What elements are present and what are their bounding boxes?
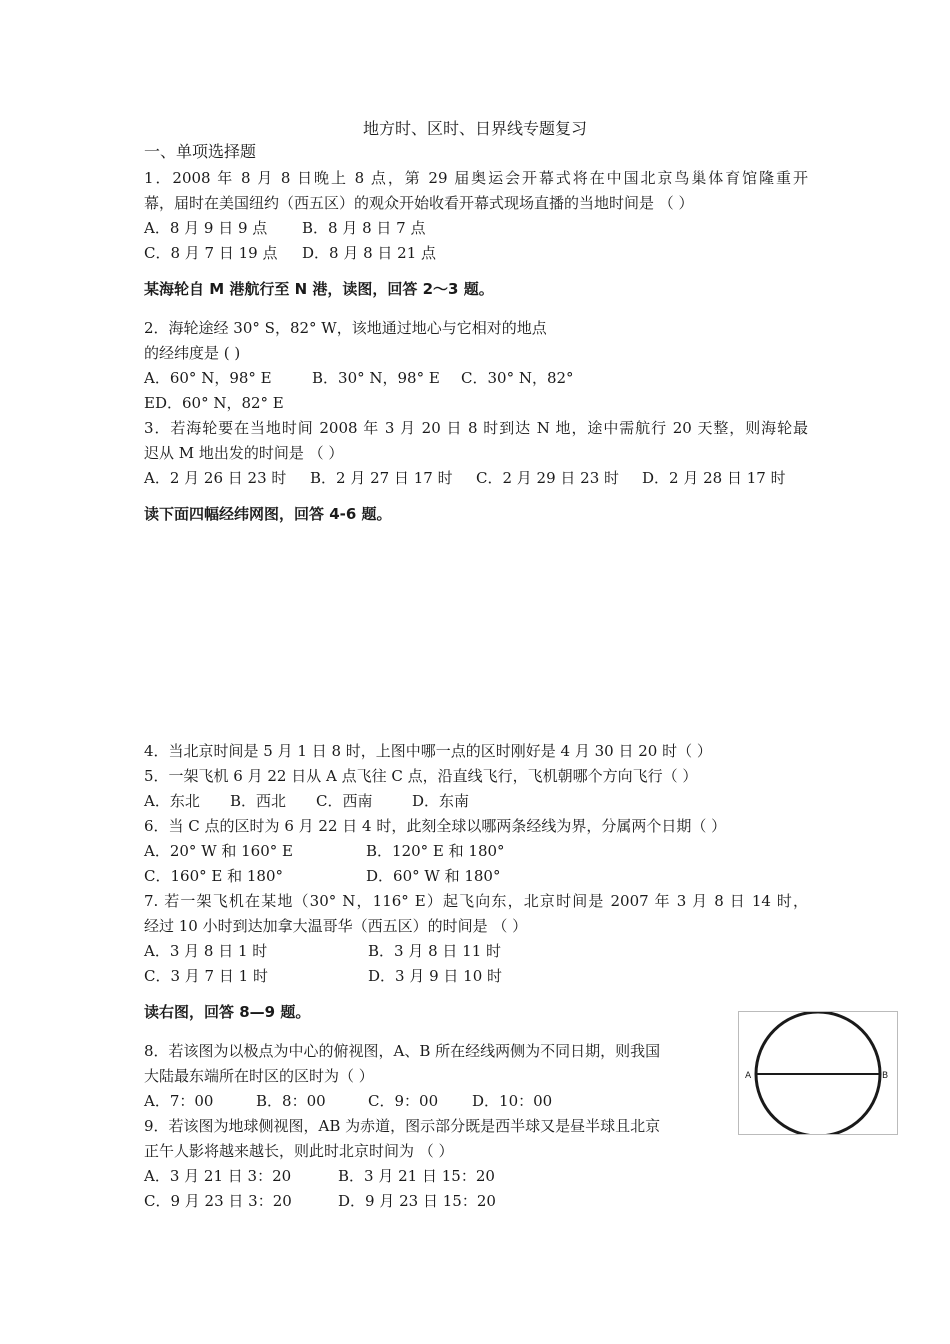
q9-option-a: A．3 月 21 日 3：20 bbox=[144, 1167, 292, 1185]
q2-option-c: C．30° N，82° bbox=[461, 369, 574, 387]
q8-option-c: C．9：00 bbox=[368, 1092, 439, 1110]
section-heading: 一、单项选择题 bbox=[144, 142, 257, 161]
q1-option-d: D．8 月 8 日 21 点 bbox=[302, 244, 437, 262]
q7-option-a: A．3 月 8 日 1 时 bbox=[144, 942, 268, 960]
q6-text: 6．当 C 点的区时为 6 月 22 日 4 时，此刻全球以哪两条经线为界，分属两个日期（ ） bbox=[144, 817, 727, 835]
q1-option-c: C．8 月 7 日 19 点 bbox=[144, 244, 278, 262]
q8-option-a: A．7：00 bbox=[144, 1092, 214, 1110]
q8-text-line1: 8．若该图为以极点为中心的俯视图，A、B 所在经线两侧为不同日期，则我国 bbox=[144, 1042, 661, 1060]
q6-option-a: A．20° W 和 160° E bbox=[144, 842, 293, 860]
q7-option-d: D．3 月 9 日 10 时 bbox=[368, 967, 503, 985]
q9-option-d: D．9 月 23 日 15：20 bbox=[338, 1192, 496, 1210]
q1-option-b: B．8 月 8 日 7 点 bbox=[302, 219, 426, 237]
q7-text-line1: 7. 若一架飞机在某地（30° N，116° E）起飞向东，北京时间是 2007 年 3 月 8 日 14 时， bbox=[144, 892, 808, 910]
intro-q8-q9: 读右图，回答 8—9 题。 bbox=[144, 1003, 311, 1021]
circle-diagram bbox=[739, 1012, 897, 1134]
q7-option-b: B．3 月 8 日 11 时 bbox=[368, 942, 502, 960]
q9-text-line1: 9．若该图为地球侧视图，AB 为赤道，图示部分既是西半球又是昼半球且北京 bbox=[144, 1117, 661, 1135]
q6-option-d: D．60° W 和 180° bbox=[366, 867, 501, 885]
q2-text-line1: 2．海轮途经 30° S，82° W，该地通过地心与它相对的地点 bbox=[144, 319, 547, 337]
q9-option-c: C．9 月 23 日 3：20 bbox=[144, 1192, 292, 1210]
graticule-figures-area bbox=[144, 530, 804, 730]
q2-option-b: B．30° N，98° E bbox=[312, 369, 440, 387]
q3-option-b: B．2 月 27 日 17 时 bbox=[310, 469, 453, 487]
label-b: B bbox=[882, 1071, 889, 1081]
q5-option-a: A．东北 bbox=[144, 792, 200, 810]
intro-q2-q3: 某海轮自 M 港航行至 N 港，读图，回答 2～3 题。 bbox=[144, 280, 494, 298]
q3-text-line1: 3．若海轮要在当地时间 2008 年 3 月 20 日 8 时到达 N 地，途中需航行 20 天整，则海轮最 bbox=[144, 419, 808, 437]
q5-option-b: B．西北 bbox=[230, 792, 287, 810]
q5-option-c: C．西南 bbox=[316, 792, 373, 810]
q9-option-b: B．3 月 21 日 15：20 bbox=[338, 1167, 495, 1185]
q4-text: 4．当北京时间是 5 月 1 日 8 时，上图中哪一点的区时刚好是 4 月 30 日 20 时（ ） bbox=[144, 742, 712, 760]
q2-option-a: A．60° N，98° E bbox=[144, 369, 272, 387]
q8-text-line2: 大陆最东端所在时区的区时为（ ） bbox=[144, 1067, 374, 1085]
q7-option-c: C．3 月 7 日 1 时 bbox=[144, 967, 268, 985]
circle-figure bbox=[738, 1011, 898, 1135]
intro-q4-q6: 读下面四幅经纬网图，回答 4-6 题。 bbox=[144, 505, 392, 523]
q6-option-b: B．120° E 和 180° bbox=[366, 842, 505, 860]
q1-text-line1: 1．2008 年 8 月 8 日晚上 8 点，第 29 届奥运会开幕式将在中国北京鸟巢体育馆隆重开 bbox=[144, 169, 808, 187]
q5-text: 5．一架飞机 6 月 22 日从 A 点飞往 C 点，沿直线飞行，飞机朝哪个方向飞行（ ） bbox=[144, 767, 698, 785]
q7-text-line2: 经过 10 小时到达加拿大温哥华（西五区）的时间是 （ ） bbox=[144, 917, 528, 935]
q8-option-d: D．10：00 bbox=[472, 1092, 553, 1110]
q3-option-a: A．2 月 26 日 23 时 bbox=[144, 469, 287, 487]
page-title: 地方时、区时、日界线专题复习 bbox=[362, 119, 587, 138]
q9-text-line2: 正午人影将越来越长，则此时北京时间为 （ ） bbox=[144, 1142, 454, 1160]
label-a: A bbox=[745, 1071, 752, 1081]
q1-option-a: A．8 月 9 日 9 点 bbox=[144, 219, 268, 237]
q3-text-line2: 迟从 M 地出发的时间是 （ ） bbox=[144, 444, 344, 462]
q5-option-d: D．东南 bbox=[412, 792, 470, 810]
q3-option-c: C．2 月 29 日 23 时 bbox=[476, 469, 620, 487]
q1-text-line2: 幕，届时在美国纽约（西五区）的观众开始收看开幕式现场直播的当地时间是 （ ） bbox=[144, 194, 694, 212]
q8-option-b: B．8：00 bbox=[256, 1092, 326, 1110]
q6-option-c: C．160° E 和 180° bbox=[144, 867, 283, 885]
q2-text-line2: 的经纬度是 ( ) bbox=[144, 344, 241, 362]
q2-option-d: ED．60° N，82° E bbox=[144, 394, 284, 412]
q3-option-d: D．2 月 28 日 17 时 bbox=[642, 469, 786, 487]
